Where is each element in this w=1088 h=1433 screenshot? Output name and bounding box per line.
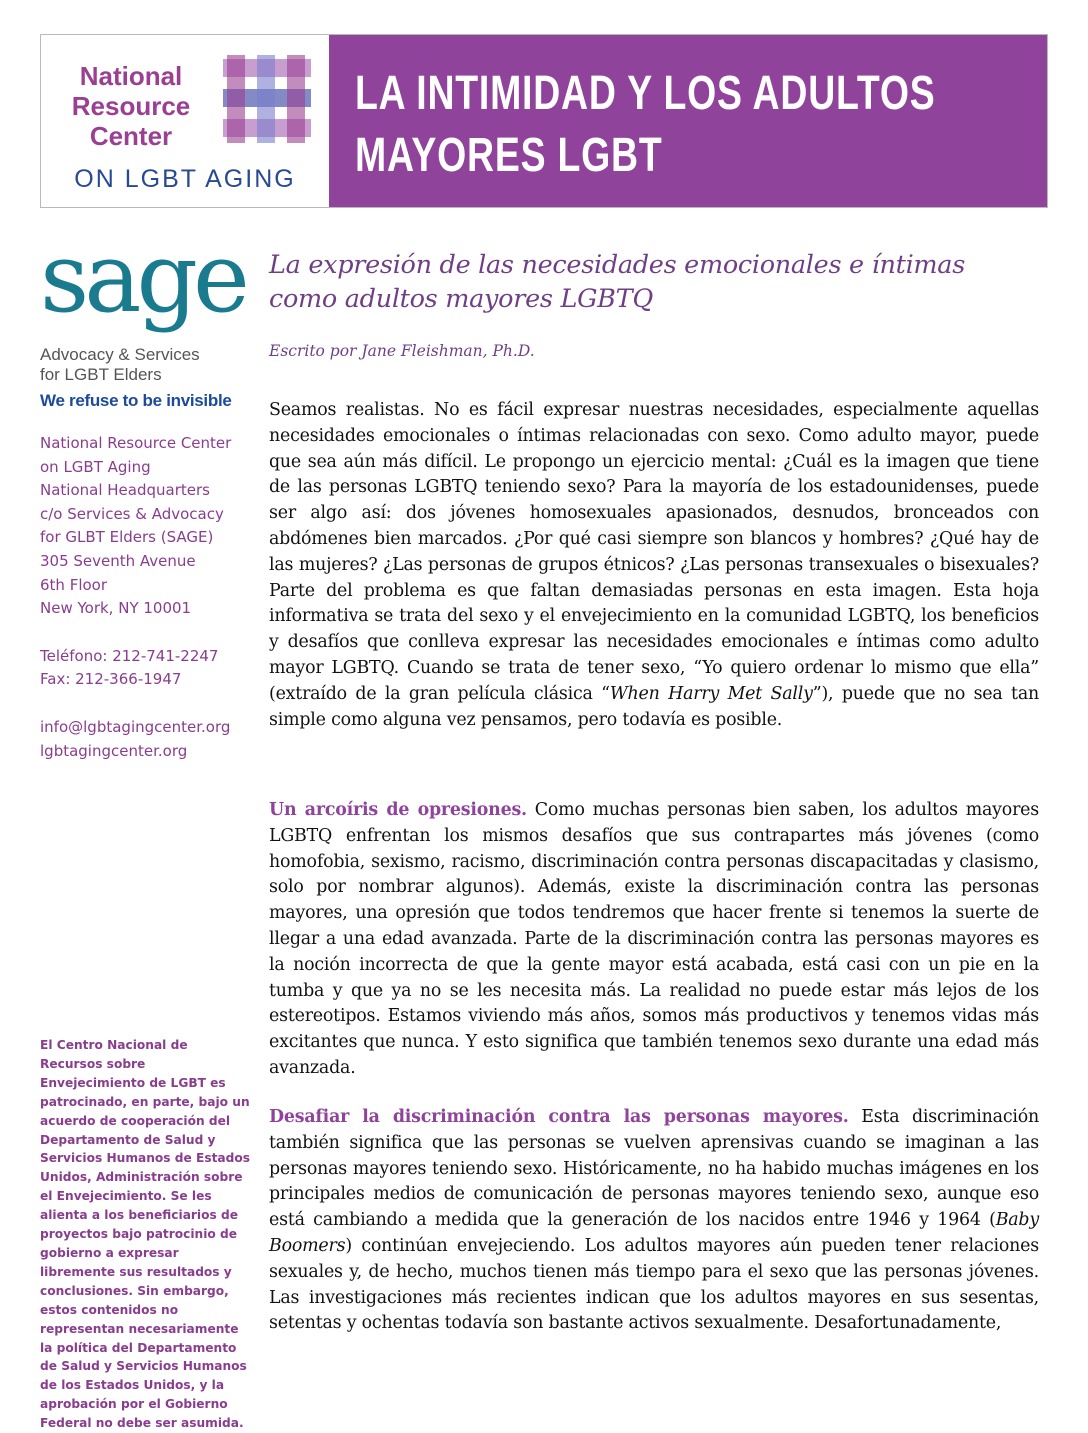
intro-paragraph <box>269 398 1039 733</box>
nrc-logo-text <box>41 61 221 151</box>
sage-tagline-line: Advocacy & Services <box>40 345 200 364</box>
nrc-line: National <box>79 61 183 91</box>
paragraph-lead: Desafiar la discriminación contra las personas mayores. <box>269 1107 849 1127</box>
main-content <box>269 248 1039 1334</box>
nrc-line: Resource <box>71 91 191 121</box>
film-title: When Harry Met Sally <box>609 683 813 704</box>
email-link[interactable]: info@lgbtagingcenter.org <box>40 717 231 736</box>
page-title <box>355 63 1057 187</box>
paragraph-lead: Un arcoíris de opresiones. <box>269 800 527 820</box>
fax-number: Fax: 212-366-1947 <box>40 670 182 689</box>
author-byline: Escrito por Jane Fleishman, Ph.D. <box>269 342 535 360</box>
paragraph-text: ”), puede que no sea tan simple como alguna vez pensamos, pero todavía es posible. <box>269 683 1039 730</box>
sage-logo <box>40 222 250 336</box>
sage-tagline <box>40 345 255 385</box>
page-title-line: LA INTIMIDAD Y LOS ADULTOS <box>355 67 936 120</box>
address-line: for GLBT Elders (SAGE) <box>40 528 214 547</box>
header-banner <box>40 34 1048 208</box>
paragraph-text: Esta discriminación también significa que las personas se vuelven aprensivas cuando se imaginan a las personas mayores teniendo sexo. Históricamente, no ha habido muchas imágenes en los principales medios de comunicación de personas mayores teniendo sexo, aunque eso está cambiando a medida que la generación de los nacidos entre 1946 y 1964 ( <box>269 1107 1039 1231</box>
paragraph-text: ) continúan envejeciendo. Los adultos mayores aún pueden tener relaciones sexuales y, de hecho, muchos tienen más tiempo para el sexo que las personas jóvenes. Las investigaciones más recientes indican que los adultos mayores en sus sesentas, setentas y ochentas todavía son bastante activos sexualmente. Desafortunadamente, <box>269 1235 1039 1334</box>
nrc-logo <box>41 35 329 207</box>
generation-term: Baby Boomers <box>269 1210 1039 1256</box>
address-line: on LGBT Aging <box>40 457 151 476</box>
sage-motto: We refuse to be invisible <box>40 391 232 410</box>
phone-number: Teléfono: 212-741-2247 <box>40 646 219 665</box>
title-panel <box>329 35 1047 207</box>
oppression-paragraph <box>269 798 1039 1082</box>
paragraph-text: Seamos realistas. No es fácil expresar nuestras necesidades, especialmente aquellas necesidades emocionales o íntimas relacionadas con sexo. Como adulto mayor, puede que sea aún más difícil. Le propongo un ejercicio mental: ¿Cuál es la imagen que tiene de las personas LGBTQ teniendo sexo? Para la mayoría de los estadounidenses, puede ser algo así: dos jóvenes homosexuales apasionados, desnudos, bronceados con abdómenes bien marcados. ¿Por qué casi siempre son blancos y hombres? ¿Qué hay de las mujeres? ¿Las personas de grupos étnicos? ¿Las personas transexuales o bisexuales? Parte del problema es que faltan demasiadas personas en esta imagen. Esta hoja informativa se trata del sexo y el envejecimiento en la comunidad LGBTQ, los beneficios y desafíos que conlleva expresar las necesidades emocionales e íntimas como adulto mayor LGBTQ. Cuando se trata de tener sexo, “Yo quiero ordenar lo mismo que ella” (extraído de la gran película clásica “ <box>269 400 1039 704</box>
nrc-line: Center <box>89 121 173 151</box>
subtitle-line: como adultos mayores LGBTQ <box>269 284 653 314</box>
address-line: National Headquarters <box>40 481 210 500</box>
address-line: c/o Services & Advocacy <box>40 504 224 523</box>
article-subtitle <box>269 248 1039 316</box>
address-line: New York, NY 10001 <box>40 599 192 618</box>
sage-tagline-line: for LGBT Elders <box>40 365 162 384</box>
address-line: 6th Floor <box>40 575 108 594</box>
nrc-subtitle: ON LGBT AGING <box>74 165 296 193</box>
subtitle-line: La expresión de las necesidades emocionales e íntimas <box>269 250 965 280</box>
address-line: National Resource Center <box>40 434 232 452</box>
paragraph-text: Como muchas personas bien saben, los adultos mayores LGBTQ enfrentan los mismos desafíos que sus contrapartes más jóvenes (como homofobia, sexismo, racismo, discriminación contra personas discapacitadas y clasismo, solo por nombrar algunos). Además, existe la discriminación contra las personas mayores, una opresión que todos tendremos que hacer frente si tenemos la suerte de llegar a una edad avanzada. Parte de la discriminación contra las personas mayores es la noción incorrecta de que la gente mayor está acabada, está casi con un pie en la tumba y que ya no se les necesita más. La realidad no puede estar más lejos de los estereotipos. Estamos viviendo más años, somos más productivos y tenemos vidas más excitantes que nunca. Y esto significa que también tenemos sexo durante una edad más avanzada. <box>269 800 1039 1078</box>
website-link[interactable]: lgbtagingcenter.org <box>40 741 188 760</box>
sage-wordmark: sage <box>40 222 245 334</box>
contact-block <box>40 432 255 763</box>
address-line: 305 Seventh Avenue <box>40 551 196 570</box>
page-title-line: MAYORES LGBT <box>355 129 663 182</box>
weave-logo-icon <box>223 55 311 143</box>
ageism-paragraph <box>269 1105 1039 1337</box>
funding-disclaimer: El Centro Nacional de Recursos sobre Envejecimiento de LGBT es patrocinado, en parte, bajo un acuerdo de cooperación del Departamento de Salud y Servicios Humanos de Estados Unidos, Administración sobre el Envejecimiento. Se les alienta a los beneficiarios de proyectos bajo patrocinio de gobierno a expresar libremente sus resultados y conclusiones. Sin embargo, estos contenidos no representan necesariamente la política del Departamento de Salud y Servicios Humanos de los Estados Unidos, y la aprobación por el Gobierno Federal no debe ser asumida. <box>40 1038 251 1431</box>
